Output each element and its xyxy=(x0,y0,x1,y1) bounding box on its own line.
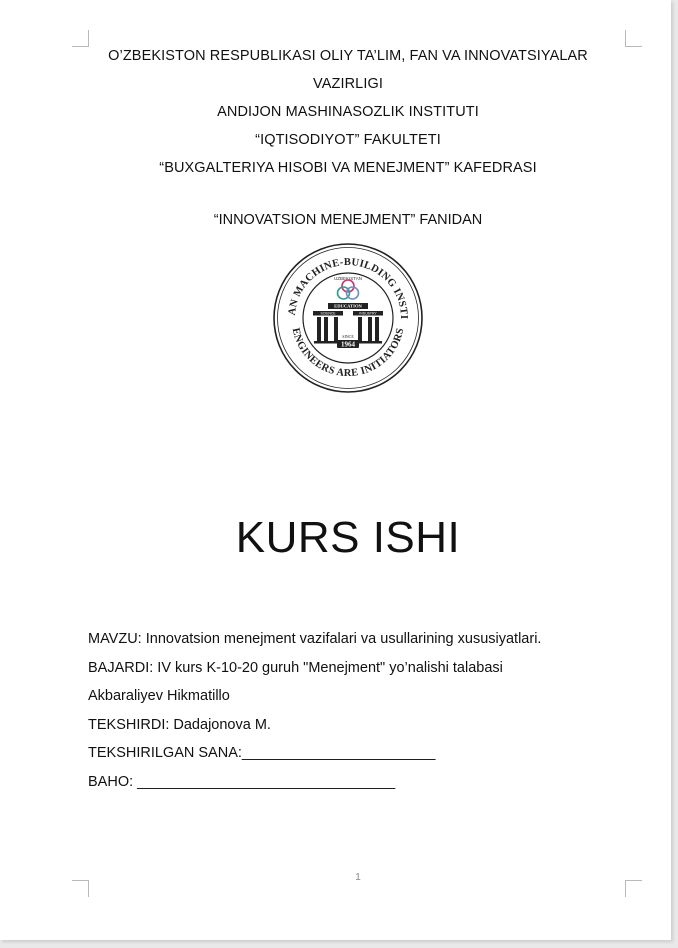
grade-line: BAHO: ________________________________ xyxy=(88,773,396,790)
margin-corner-bottom-right xyxy=(625,880,642,897)
student-name: Akbaraliyev Hikmatillo xyxy=(88,688,230,704)
header-line-institute: ANDIJON MASHINASOZLIK INSTITUTI xyxy=(217,104,479,120)
trefoil-emblem-icon xyxy=(338,280,359,299)
header-line-faculty: “IQTISODIYOT” FAKULTETI xyxy=(255,132,441,148)
institute-seal-logo xyxy=(270,240,426,401)
seal-year: 1964 xyxy=(341,340,355,349)
topic-line: MAVZU: Innovatsion menejment vazifalari va usullarining xususiyatlari. xyxy=(88,631,542,647)
margin-corner-top-left xyxy=(72,30,89,47)
seal-country-text: UZBEKISTAN xyxy=(334,276,362,281)
margin-corner-bottom-left xyxy=(72,880,89,897)
margin-corner-top-right xyxy=(625,30,642,47)
page-number: 1 xyxy=(355,872,361,883)
subject-line: “INNOVATSION MENEJMENT” FANIDAN xyxy=(213,212,483,228)
header-line-ministry: O’ZBEKISTON RESPUBLIKASI OLIY TA’LIM, FAN VA INNOVATSIYALAR xyxy=(108,48,588,64)
header-line-ministry-cont: VAZIRLIGI xyxy=(313,76,383,92)
seal-since-label: SINCE xyxy=(342,334,354,339)
check-date-line: TEKSHIRILGAN SANA:________________________ xyxy=(88,745,436,761)
seal-banner-industry: INDUSTRY xyxy=(359,311,377,316)
student-info-block xyxy=(88,625,541,796)
seal-ring-top-text: AN MACHINE-BUILDING INSTI xyxy=(286,256,410,320)
seal-ring-bottom-text: ENGINEERS ARE INITIATORS xyxy=(289,326,407,380)
institution-header xyxy=(88,42,608,182)
seal-banner-education: EDUCATION xyxy=(334,303,362,309)
author-line: BAJARDI: IV kurs K-10-20 guruh "Menejment" yo’nalishi talabasi xyxy=(88,659,503,676)
columns-building-icon xyxy=(314,317,382,344)
header-line-department: “BUXGALTERIYA HISOBI VA MENEJMENT” KAFEDRASI xyxy=(159,160,537,176)
document-title: KURS ISHI xyxy=(235,513,461,562)
seal-banner-science: SCIENCE xyxy=(320,311,336,316)
supervisor-line: TEKSHIRDI: Dadajonova M. xyxy=(88,716,271,733)
